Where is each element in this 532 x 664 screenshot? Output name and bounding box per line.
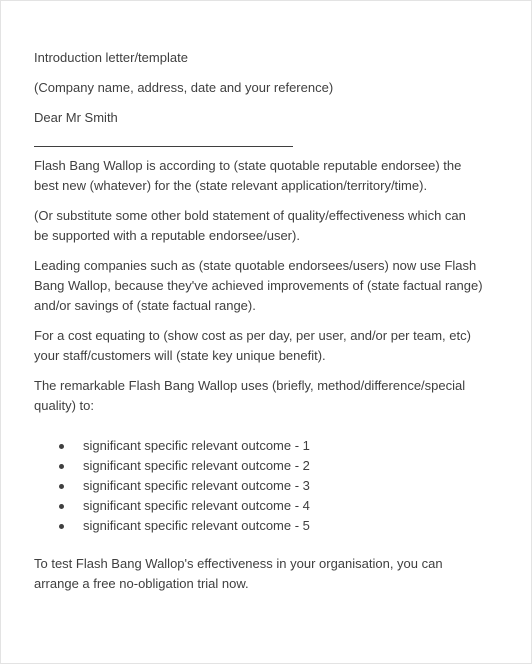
paragraph-cost-benefit: For a cost equating to (show cost as per day, per user, and/or per team, etc) your staff/customers will (state key unique benefit).: [34, 328, 471, 363]
company-details-line: (Company name, address, date and your reference): [34, 80, 334, 95]
bullet-icon: [59, 504, 64, 509]
letter-page: [34, 48, 504, 604]
signature-rule: [34, 146, 293, 147]
paragraph-leading-companies: Leading companies such as (state quotable endorsees/users) now use Flash Bang Wallop, because they've achieved improvements of (state factual range) and/or savings of (state factual range).: [34, 258, 483, 313]
closing-paragraph: To test Flash Bang Wallop's effectiveness in your organisation, you can arrange a free no-obligation trial now.: [34, 556, 443, 591]
list-item: [34, 496, 504, 516]
list-item: [34, 476, 504, 496]
outcome-list: [34, 436, 504, 536]
list-item: [34, 436, 504, 456]
paragraph-alternative-statement: (Or substitute some other bold statement of quality/effectiveness which can be supported with a reputable endorsee/user).: [34, 208, 466, 243]
paragraph-endorsement: Flash Bang Wallop is according to (state quotable reputable endorsee) the best new (whatever) for the (state relevant application/territory/time).: [34, 158, 462, 193]
list-item: [34, 516, 504, 536]
bullet-icon: [59, 484, 64, 489]
outcome-text: significant specific relevant outcome - 5: [83, 518, 310, 533]
bullet-icon: [59, 464, 64, 469]
outcome-text: significant specific relevant outcome - 1: [83, 438, 310, 453]
bullet-icon: [59, 524, 64, 529]
outcome-text: significant specific relevant outcome - 2: [83, 458, 310, 473]
bullet-icon: [59, 444, 64, 449]
list-item: [34, 456, 504, 476]
outcome-text: significant specific relevant outcome - 3: [83, 478, 310, 493]
salutation: Dear Mr Smith: [34, 110, 118, 125]
outcome-text: significant specific relevant outcome - 4: [83, 498, 310, 513]
letter-heading: Introduction letter/template: [34, 50, 188, 65]
paragraph-method: The remarkable Flash Bang Wallop uses (briefly, method/difference/special quality) to:: [34, 378, 466, 413]
